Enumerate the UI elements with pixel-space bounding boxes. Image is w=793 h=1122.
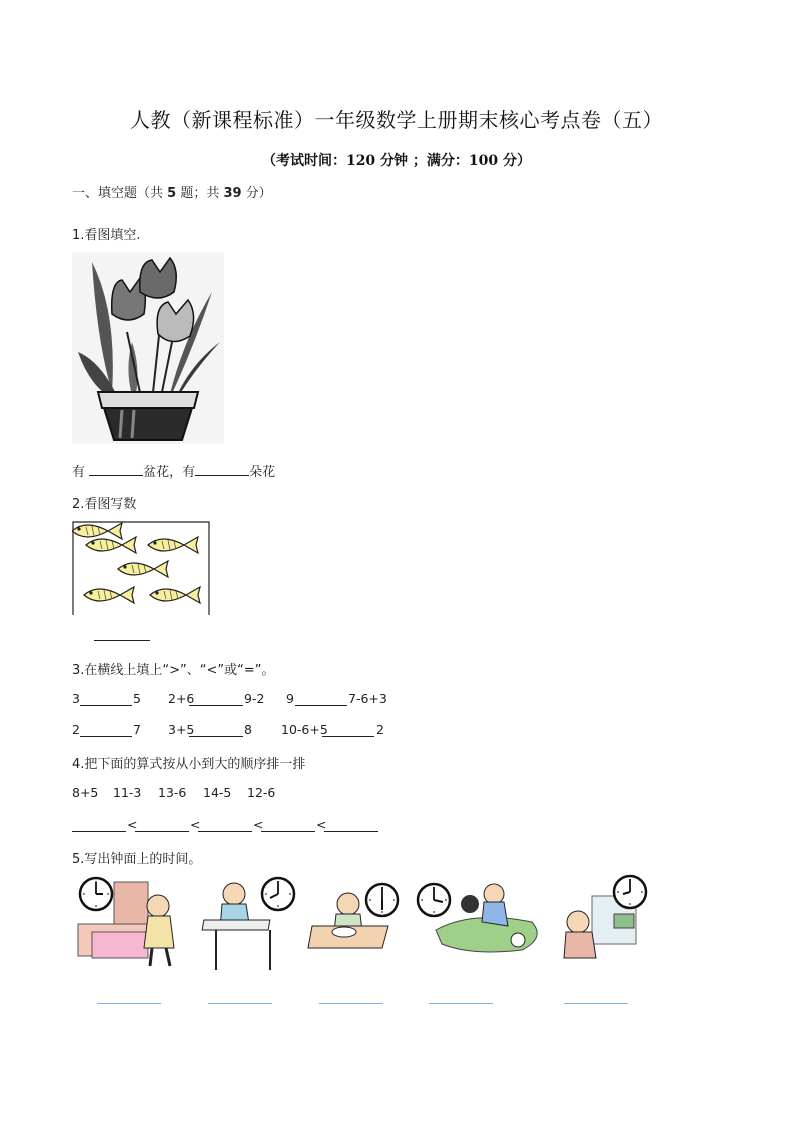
q1-text-1: 有	[72, 465, 90, 480]
q4-blank-3[interactable]	[198, 817, 252, 832]
q3-r1-left-2: 2+6	[168, 691, 195, 706]
q3-r2-left-3: 10-6+5	[281, 722, 328, 737]
q3-r2-right-2: 8	[244, 722, 252, 737]
q5-blank-4[interactable]	[429, 1003, 493, 1004]
q3-r1-right-2: 9-2	[244, 691, 265, 706]
section-label-mid: 题；共	[176, 186, 224, 201]
q3-r2-left-1: 2	[72, 722, 80, 737]
scene-evening	[564, 876, 646, 958]
q3-r1-right-1: 5	[133, 691, 141, 706]
page-title: 人教（新课程标准）一年级数学上册期末核心考点卷（五）	[130, 108, 663, 132]
section-label-post: 分）	[241, 186, 272, 201]
q4-blank-4[interactable]	[261, 817, 315, 832]
scene-waking-up	[78, 878, 174, 966]
scene-playing	[418, 884, 537, 952]
clock-scenes-image	[72, 874, 652, 974]
q4-expr-4: 14-5	[203, 785, 232, 800]
exam-info: （考试时间：120 分钟 ；满分：100 分）	[261, 153, 532, 169]
fish-icon	[72, 523, 122, 539]
q5-label: 5.写出钟面上的时间。	[72, 852, 202, 867]
q4-blank-2[interactable]	[135, 817, 189, 832]
q1-blank-flowers[interactable]	[195, 461, 249, 476]
q3-r1-blank-1[interactable]	[80, 691, 132, 706]
q4-sep-4: <	[316, 817, 327, 832]
q5-blank-2[interactable]	[208, 1003, 272, 1004]
q4-expr-2: 11-3	[113, 785, 142, 800]
q4-blank-5[interactable]	[324, 817, 378, 832]
q3-r2-left-2: 3+5	[168, 722, 195, 737]
q4-expressions	[0, 785, 793, 805]
q3-r1-blank-2[interactable]	[189, 691, 243, 706]
flower-pot-image	[72, 252, 224, 444]
q3-r1-right-3: 7-6+3	[348, 691, 387, 706]
q1-blank-pots[interactable]	[89, 461, 143, 476]
q5-blank-1[interactable]	[97, 1003, 161, 1004]
q3-r1-left-1: 3	[72, 691, 80, 706]
q5-blank-5[interactable]	[564, 1003, 628, 1004]
q4-sep-1: <	[127, 817, 138, 832]
q3-r2-right-1: 7	[133, 722, 141, 737]
q3-r2-right-3: 2	[376, 722, 384, 737]
q4-expr-1: 8+5	[72, 785, 99, 800]
q4-expr-3: 13-6	[158, 785, 187, 800]
q1-answer-line	[72, 461, 275, 480]
q3-r1-left-3: 9	[286, 691, 294, 706]
q3-r2-blank-3[interactable]	[322, 722, 374, 737]
q4-sep-2: <	[190, 817, 201, 832]
q1-label: 1.看图填空.	[72, 228, 141, 243]
section-score: 39	[223, 186, 242, 201]
q5-blank-3[interactable]	[319, 1003, 383, 1004]
q2-label: 2.看图写数	[72, 497, 137, 512]
question-count: 5	[167, 186, 177, 201]
q4-answer-line	[0, 817, 793, 837]
q3-row-2	[0, 722, 793, 742]
q3-r2-blank-1[interactable]	[80, 722, 132, 737]
fish-image	[72, 521, 212, 615]
q1-text-2: 盆花，有	[143, 465, 196, 480]
scene-homework	[202, 878, 294, 970]
q4-label: 4.把下面的算式按从小到大的顺序排一排	[72, 757, 306, 772]
section-heading	[72, 182, 272, 201]
q1-text-3: 朵花	[249, 465, 276, 480]
q3-row-1	[0, 691, 793, 711]
q2-blank[interactable]	[94, 640, 150, 641]
q4-expr-5: 12-6	[247, 785, 276, 800]
q3-r1-blank-3[interactable]	[295, 691, 347, 706]
section-label-pre: 一、填空题（共	[72, 186, 168, 201]
q3-label: 3.在横线上填上“>”、“<”或“=”。	[72, 663, 275, 678]
q3-r2-blank-2[interactable]	[189, 722, 243, 737]
q4-blank-1[interactable]	[72, 817, 126, 832]
q4-sep-3: <	[253, 817, 264, 832]
scene-eating	[308, 884, 398, 948]
